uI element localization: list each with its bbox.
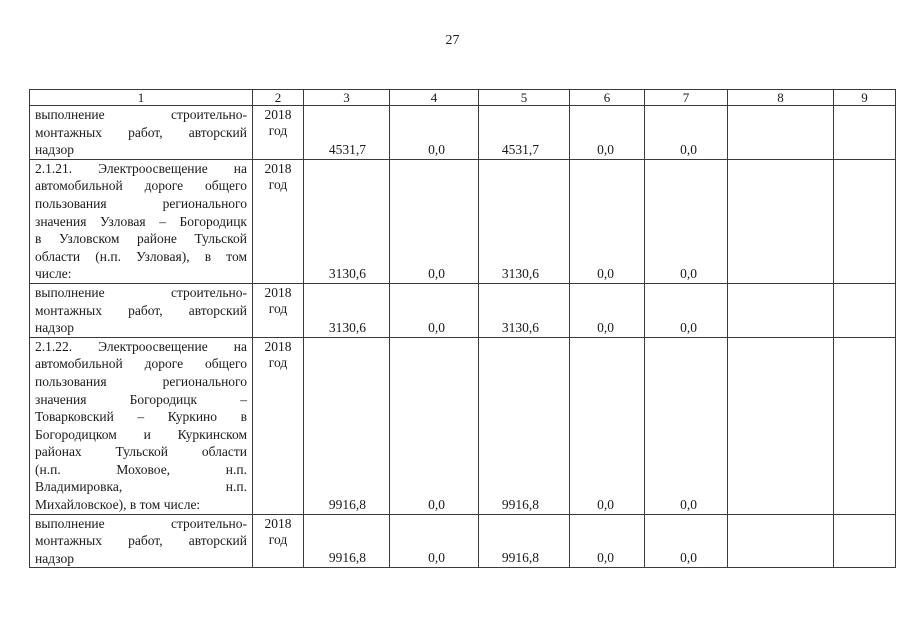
- description-line: 2.1.22. Электроосвещение на: [35, 338, 247, 354]
- description-line: выполнение строительно-: [35, 107, 247, 122]
- description-line: значения Богородицк –: [35, 391, 247, 407]
- description-line: районах Тульской области: [35, 444, 247, 460]
- year-line: 2018: [264, 160, 292, 176]
- value-col-5: 9916,8: [479, 514, 570, 568]
- value-col-4: 0,0: [390, 159, 479, 283]
- header-row: [30, 90, 896, 106]
- col-header-3: 3: [304, 90, 390, 106]
- year-line: год: [268, 531, 288, 547]
- value-col-9: [834, 106, 896, 160]
- value-col-7: 0,0: [645, 159, 728, 283]
- col-header-7: 7: [645, 90, 728, 106]
- value-col-6: 0,0: [570, 337, 645, 514]
- value-col-7: 0,0: [645, 283, 728, 337]
- value-col-4: 0,0: [390, 283, 479, 337]
- value-col-5: 9916,8: [479, 337, 570, 514]
- description-line: надзор: [35, 320, 75, 336]
- row-description: [30, 106, 253, 160]
- description-line: числе:: [35, 266, 72, 282]
- row-year: [253, 283, 304, 337]
- description-line: монтажных работ, авторский: [35, 124, 247, 140]
- value-col-9: [834, 159, 896, 283]
- value-col-6: 0,0: [570, 106, 645, 160]
- row-year: [253, 159, 304, 283]
- value-col-5: 3130,6: [479, 283, 570, 337]
- col-header-5: 5: [479, 90, 570, 106]
- year-line: год: [268, 123, 288, 138]
- value-col-4: 0,0: [390, 106, 479, 160]
- description-line: Богородицком и Куркинском: [35, 426, 247, 442]
- description-line: надзор: [35, 550, 75, 566]
- row-description: [30, 514, 253, 568]
- description-line: выполнение строительно-: [35, 284, 247, 300]
- value-col-7: 0,0: [645, 337, 728, 514]
- description-line: пользования регионального: [35, 195, 247, 211]
- value-col-8: [728, 159, 834, 283]
- description-line: значения Узловая – Богородицк: [35, 213, 247, 229]
- value-col-4: 0,0: [390, 514, 479, 568]
- value-col-8: [728, 337, 834, 514]
- description-line: Михайловское), в том числе:: [35, 497, 201, 513]
- row-description: [30, 337, 253, 514]
- value-col-6: 0,0: [570, 514, 645, 568]
- value-col-6: 0,0: [570, 159, 645, 283]
- col-header-8: 8: [728, 90, 834, 106]
- description-line: пользования регионального: [35, 373, 247, 389]
- value-col-3: 9916,8: [304, 514, 390, 568]
- row-year: [253, 514, 304, 568]
- value-col-9: [834, 337, 896, 514]
- value-col-3: 3130,6: [304, 283, 390, 337]
- description-line: выполнение строительно-: [35, 515, 247, 531]
- value-col-9: [834, 283, 896, 337]
- description-line: области (н.п. Узловая), в том: [35, 248, 247, 264]
- col-header-6: 6: [570, 90, 645, 106]
- description-line: Товарковский – Куркино в: [35, 409, 247, 425]
- description-line: Владимировка, н.п.: [35, 479, 247, 495]
- year-line: год: [268, 300, 288, 316]
- year-line: 2018: [264, 338, 292, 354]
- value-col-9: [834, 514, 896, 568]
- col-header-1: 1: [30, 90, 253, 106]
- value-col-7: 0,0: [645, 106, 728, 160]
- page-number: 27: [445, 33, 460, 48]
- table-body: [30, 106, 896, 568]
- value-col-5: 3130,6: [479, 159, 570, 283]
- col-header-9: 9: [834, 90, 896, 106]
- year-line: год: [268, 176, 288, 192]
- description-line: монтажных работ, авторский: [35, 302, 247, 318]
- table-row: [30, 159, 896, 283]
- value-col-8: [728, 283, 834, 337]
- year-line: 2018: [264, 107, 292, 122]
- value-col-8: [728, 514, 834, 568]
- year-line: 2018: [264, 515, 292, 531]
- value-col-6: 0,0: [570, 283, 645, 337]
- description-line: автомобильной дороге общего: [35, 178, 247, 194]
- description-line: 2.1.21. Электроосвещение на: [35, 160, 247, 176]
- year-line: год: [268, 354, 288, 370]
- table-row: [30, 337, 896, 514]
- table-row: [30, 514, 896, 568]
- description-line: надзор: [35, 142, 75, 158]
- description-line: монтажных работ, авторский: [35, 533, 247, 549]
- description-line: в Узловском районе Тульской: [35, 231, 247, 247]
- table-row: [30, 106, 896, 160]
- col-header-4: 4: [390, 90, 479, 106]
- description-line: автомобильной дороге общего: [35, 356, 247, 372]
- table-header: [30, 90, 896, 106]
- value-col-3: 9916,8: [304, 337, 390, 514]
- value-col-7: 0,0: [645, 514, 728, 568]
- budget-table: [29, 89, 896, 568]
- value-col-4: 0,0: [390, 337, 479, 514]
- row-year: [253, 106, 304, 160]
- row-description: [30, 159, 253, 283]
- value-col-8: [728, 106, 834, 160]
- row-year: [253, 337, 304, 514]
- year-line: 2018: [264, 284, 292, 300]
- value-col-3: 3130,6: [304, 159, 390, 283]
- table-row: [30, 283, 896, 337]
- col-header-2: 2: [253, 90, 304, 106]
- value-col-3: 4531,7: [304, 106, 390, 160]
- value-col-5: 4531,7: [479, 106, 570, 160]
- description-line: (н.п. Моховое, н.п.: [35, 461, 247, 477]
- row-description: [30, 283, 253, 337]
